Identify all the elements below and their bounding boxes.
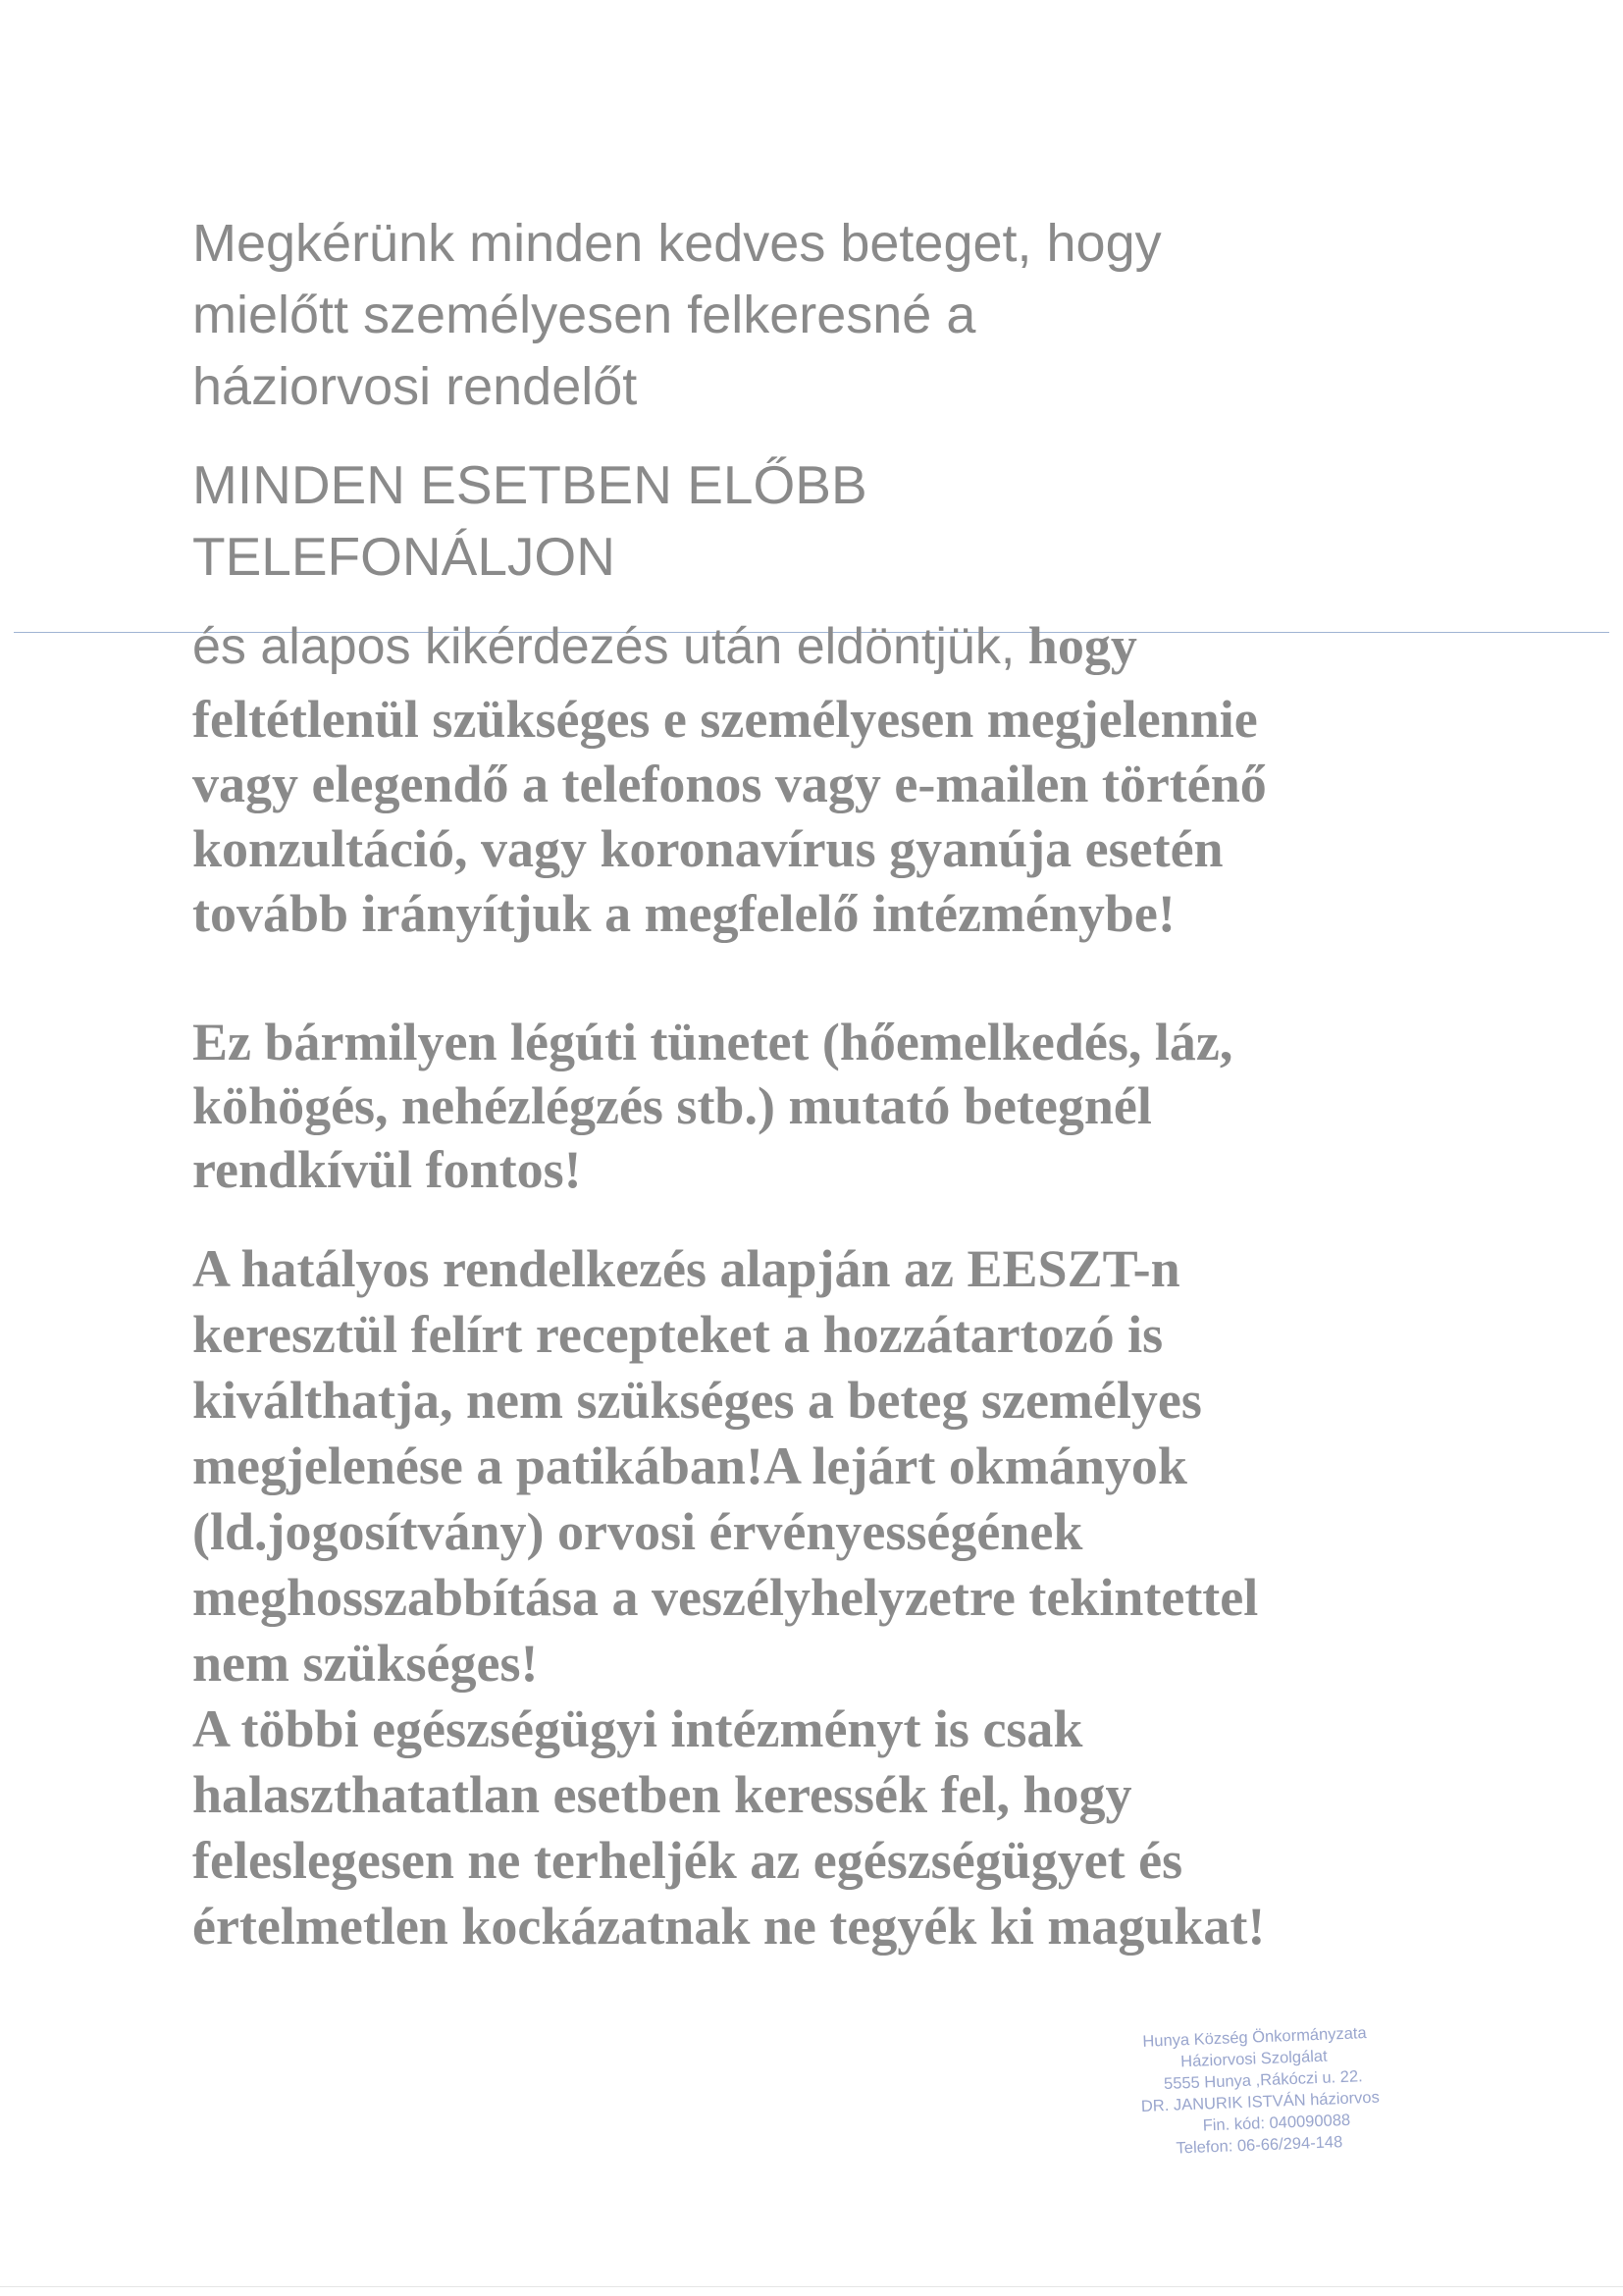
emphasis-line: MINDEN ESETBEN ELŐBB — [192, 454, 867, 515]
paragraph3-line: meghosszabbítása a veszélyhelyzetre tekintettel — [192, 1568, 1259, 1627]
paragraph3-line: kiválthatja, nem szükséges a beteg személyes — [192, 1371, 1202, 1430]
paragraph1-first-line-sans: és alapos kikérdezés után eldöntjük, — [192, 618, 1016, 675]
emphasis-heading — [192, 449, 1448, 593]
paragraph3-line: keresztül felírt recepteket a hozzátartozó is — [192, 1305, 1164, 1364]
stamp-line: Telefon: 06-66/294-148 — [1176, 2133, 1343, 2158]
office-stamp — [1138, 2018, 1467, 2161]
page-bottom-edge — [0, 2286, 1623, 2287]
emphasis-line: TELEFONÁLJON — [192, 526, 615, 587]
intro-heading — [192, 208, 1448, 423]
paragraph2-line: Ez bármilyen légúti tünetet (hőemelkedés, láz, — [192, 1013, 1233, 1071]
paragraph1 — [192, 687, 1448, 946]
paragraph2 — [192, 1011, 1448, 1202]
paragraph3-line: feleslegesen ne terheljék az egészségügyet és — [192, 1831, 1183, 1890]
paragraph1-line: tovább irányítjuk a megfelelő intézménybe! — [192, 884, 1176, 943]
paragraph1-first-line-serif: hogy — [1015, 616, 1137, 675]
stamp-line: DR. JANURIK ISTVÁN háziorvos — [1140, 2088, 1381, 2115]
intro-line: mielőtt személyesen felkeresné a — [192, 286, 976, 344]
stamp-line: Fin. kód: 040090088 — [1202, 2111, 1351, 2135]
paragraph3-line: megjelenése a patikában!A lejárt okmányok — [192, 1436, 1187, 1495]
paragraph1-line: feltétlenül szükséges e személyesen megjelennie — [192, 690, 1258, 749]
paragraph3-line: nem szükséges! — [192, 1634, 539, 1693]
stamp-line: Háziorvosi Szolgálat — [1179, 2047, 1328, 2071]
paragraph3-line: A hatályos rendelkezés alapján az EESZT-n — [192, 1239, 1180, 1298]
intro-line: háziorvosi rendelőt — [192, 357, 638, 416]
paragraph3-line: halaszthatatlan esetben keressék fel, hogy — [192, 1765, 1132, 1824]
paragraph2-line: köhögés, nehézlégzés stb.) mutató betegnél — [192, 1076, 1152, 1135]
paragraph3 — [192, 1236, 1448, 1959]
intro-line: Megkérünk minden kedves beteget, hogy — [192, 214, 1162, 273]
paragraph1-line: konzultáció, vagy koronavírus gyanúja esetén — [192, 819, 1224, 878]
stamp-line: 5555 Hunya ,Rákóczi u. 22. — [1163, 2067, 1364, 2094]
paragraph2-line: rendkívül fontos! — [192, 1140, 582, 1199]
paragraph3-line: értelmetlen kockázatnak ne tegyék ki magukat! — [192, 1897, 1266, 1956]
stamp-line: Hunya Község Önkormányzata — [1142, 2024, 1367, 2051]
paragraph1-line: vagy elegendő a telefonos vagy e-mailen történő — [192, 755, 1267, 813]
paragraph3-line: A többi egészségügyi intézményt is csak — [192, 1699, 1083, 1758]
paragraph1-first-line — [192, 616, 1448, 675]
paragraph3-line: (ld.jogosítvány) orvosi érvényességének — [192, 1502, 1083, 1561]
